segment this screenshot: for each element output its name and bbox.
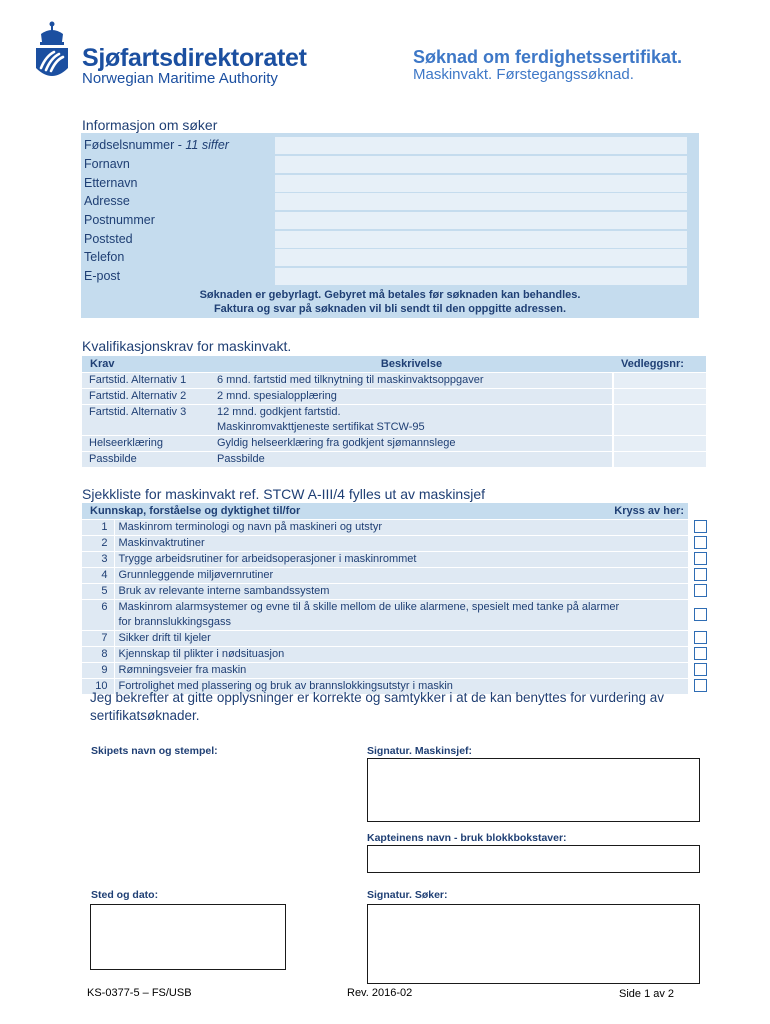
chief-engineer-signature-box[interactable] [367, 758, 700, 822]
checkbox[interactable] [694, 552, 707, 565]
attachment-number-cell[interactable] [613, 372, 706, 388]
last-name-input[interactable] [275, 175, 687, 192]
table-row [82, 435, 706, 451]
checkbox[interactable] [694, 584, 707, 597]
item-text: Sikker drift til kjeler [114, 630, 688, 646]
crown-logo-icon [32, 20, 72, 86]
item-number: 3 [82, 551, 114, 567]
captain-name-label: Kapteinens navn - bruk blokkbokstaver: [367, 832, 567, 844]
description-cell: 6 mnd. fartstid med tilknytning til maskinvaktsoppgaver [210, 372, 613, 388]
first-name-label: Fornavn [84, 157, 130, 171]
item-number: 8 [82, 646, 114, 662]
description-line: 12 mnd. godkjent fartstid. [217, 405, 341, 418]
email-input[interactable] [275, 268, 687, 285]
organization-subtitle: Norwegian Maritime Authority [82, 70, 278, 87]
postal-code-label: Postnummer [84, 213, 155, 227]
list-item [82, 535, 706, 551]
address-input[interactable] [275, 193, 687, 210]
checkbox[interactable] [694, 608, 707, 621]
requirement-cell: Passbilde [82, 451, 210, 467]
phone-label: Telefon [84, 250, 125, 264]
phone-input[interactable] [275, 249, 687, 266]
table-row [82, 451, 706, 467]
description-header: Beskrivelse [210, 356, 613, 372]
revision: Rev. 2016-02 [347, 987, 413, 999]
table-header-row [82, 356, 706, 372]
description-cell: Gyldig helseerklæring fra godkjent sjømannslege [210, 435, 613, 451]
email-label: E-post [84, 269, 121, 283]
place-date-box[interactable] [90, 904, 286, 970]
knowledge-header [82, 503, 688, 519]
chief-engineer-signature-label: Signatur. Maskinsjef: [367, 745, 473, 757]
requirement-cell: Fartstid. Alternativ 1 [82, 372, 210, 388]
checkbox[interactable] [694, 536, 707, 549]
city-label: Poststed [84, 232, 133, 246]
item-text-line: Maskinrom alarmsystemer og evne til å skille mellom de ulike alarmene, spesielt med tanke på alarmer [118, 600, 620, 613]
item-number: 9 [82, 662, 114, 678]
captain-name-box[interactable] [367, 845, 700, 873]
item-number: 10 [82, 678, 114, 694]
table-row [82, 388, 706, 404]
place-date-label: Sted og dato: [91, 889, 159, 901]
item-text: Grunnleggende miljøvernrutiner [114, 567, 688, 583]
attachment-number-cell[interactable] [613, 451, 706, 467]
list-item [82, 630, 706, 646]
item-number: 2 [82, 535, 114, 551]
list-item [82, 646, 706, 662]
first-name-input[interactable] [275, 156, 687, 173]
list-item [82, 662, 706, 678]
item-text: Fortrolighet med plassering og bruk av brannslokkingsutstyr i maskin [114, 678, 688, 694]
city-input[interactable] [275, 231, 687, 248]
table-header-row [82, 503, 706, 519]
item-text: Maskinrom terminologi og navn på maskineri og utstyr [114, 519, 688, 535]
item-number: 5 [82, 583, 114, 599]
checkbox[interactable] [694, 647, 707, 660]
postal-code-input[interactable] [275, 212, 687, 229]
requirement-cell: Fartstid. Alternativ 2 [82, 388, 210, 404]
requirement-cell: Helseerklæring [82, 435, 210, 451]
item-text: Trygge arbeidsrutiner for arbeidsoperasjoner i maskinrommet [114, 551, 688, 567]
birth-number-label: Fødselsnummer - 11 siffer [84, 138, 229, 152]
knowledge-header-label: Kunnskap, forståelse og dyktighet til/for [90, 504, 301, 517]
attachment-header: Vedleggsnr: [613, 356, 706, 372]
check-here-header: Kryss av her: [614, 504, 685, 517]
last-name-label: Etternavn [84, 176, 138, 190]
attachment-number-cell[interactable] [613, 404, 706, 435]
table-row [82, 404, 706, 435]
ship-name-label: Skipets navn og stempel: [91, 745, 218, 757]
item-text: Bruk av relevante interne sambandssystem [114, 583, 688, 599]
attachment-number-cell[interactable] [613, 435, 706, 451]
document-title: Søknad om ferdighetssertifikat. [413, 47, 683, 67]
description-line: Maskinromvakttjeneste sertifikat STCW-95 [217, 420, 425, 433]
table-row [82, 372, 706, 388]
qualification-section-title: Kvalifikasjonskrav for maskinvakt. [82, 338, 292, 354]
applicant-section-title: Informasjon om søker [82, 117, 218, 133]
checkbox[interactable] [694, 568, 707, 581]
item-text: Kjennskap til plikter i nødsituasjon [114, 646, 688, 662]
checkbox[interactable] [694, 663, 707, 676]
item-text: Maskinvaktrutiner [114, 535, 688, 551]
description-cell: 2 mnd. spesialopplæring [210, 388, 613, 404]
list-item [82, 599, 706, 630]
checklist-section-title: Sjekkliste for maskinvakt ref. STCW A-III/4 fylles ut av maskinsjef [82, 486, 485, 502]
form-code: KS-0377-5 – FS/USB [87, 987, 192, 999]
organization-name: Sjøfartsdirektoratet [82, 44, 307, 72]
list-item [82, 583, 706, 599]
requirement-cell: Fartstid. Alternativ 3 [82, 404, 210, 435]
address-label: Adresse [84, 194, 130, 208]
item-number: 6 [82, 599, 114, 630]
invoice-notice: Faktura og svar på søknaden vil bli sendt til den oppgitte adressen. [213, 303, 567, 315]
list-item [82, 519, 706, 535]
description-cell: Passbilde [210, 451, 613, 467]
applicant-signature-box[interactable] [367, 904, 700, 984]
list-item [82, 567, 706, 583]
checklist-table [82, 503, 706, 694]
list-item [82, 551, 706, 567]
item-text-line: for brannslukkingsgass [118, 615, 232, 628]
applicant-info-panel [81, 133, 699, 318]
attachment-number-cell[interactable] [613, 388, 706, 404]
description-cell [210, 404, 613, 435]
checkbox[interactable] [694, 520, 707, 533]
document-subtitle: Maskinvakt. Førstegangssøknad. [413, 66, 634, 83]
fee-notice: Søknaden er gebyrlagt. Gebyret må betales før søknaden kan behandles. [199, 289, 581, 301]
item-text [114, 599, 688, 630]
item-number: 1 [82, 519, 114, 535]
applicant-signature-label: Signatur. Søker: [367, 889, 448, 901]
requirement-header: Krav [82, 356, 210, 372]
birth-number-input[interactable] [275, 137, 687, 154]
declaration-text: Jeg bekrefter at gitte opplysninger er korrekte og samtykker i at de kan benyttes for vurdering av sertifikatsøknader. [90, 690, 665, 723]
page-number: Side 1 av 2 [619, 988, 675, 1000]
qualification-table [82, 356, 706, 468]
checkbox[interactable] [694, 631, 707, 644]
item-number: 4 [82, 567, 114, 583]
item-text: Rømningsveier fra maskin [114, 662, 688, 678]
item-number: 7 [82, 630, 114, 646]
